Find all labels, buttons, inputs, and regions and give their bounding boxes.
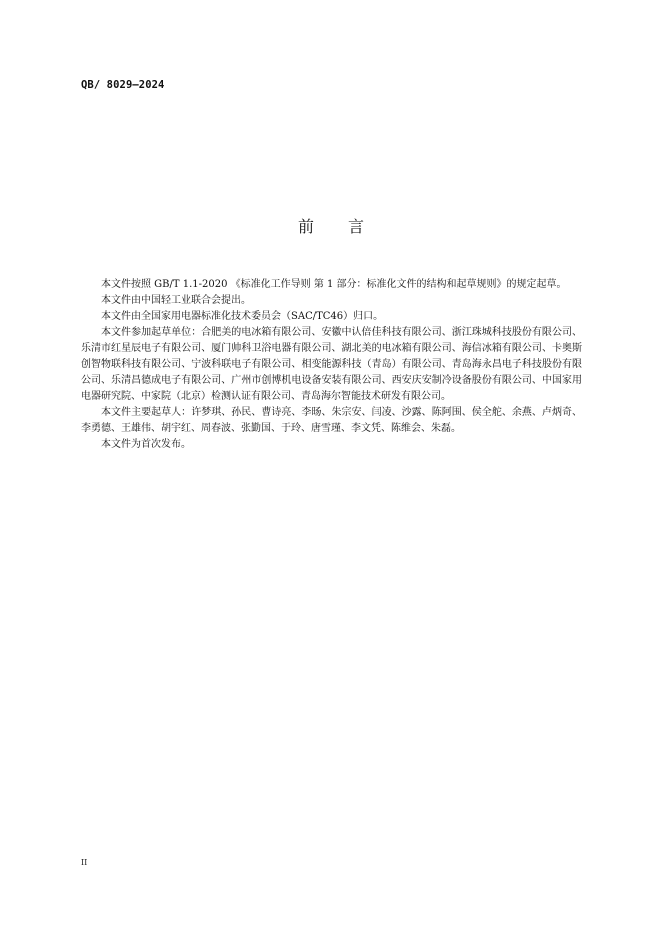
section-title bbox=[0, 214, 662, 237]
foreword-body bbox=[81, 277, 582, 453]
paragraph-centralized-by: 本文件由全国家用电器标准化技术委员会（SAC/TC46）归口。 bbox=[101, 311, 384, 322]
standard-code-header: QB/ 8029—2024 bbox=[81, 79, 165, 91]
paragraph-drafting-units: 本文件参加起草单位：合肥美的电冰箱有限公司、安徽中认倍佳科技有限公司、浙江珠城科技股份有限公司、乐清市红星辰电子有限公司、厦门帅科卫浴电器有限公司、湖北美的电冰箱有限公司、海信冰箱有限公司、卡奥斯创智物联科技有限公司、宁波科联电子有限公司、相变能源科技（青岛）有限公司、青岛海永昌电子科技股份有限公司、乐清昌德成电子有限公司、广州市创博机电设备安装有限公司、西安庆安制冷设备股份有限公司、中国家用电器研究院、中家院（北京）检测认证有限公司、青岛海尔智能技术研发有限公司。 bbox=[81, 327, 582, 402]
paragraph-main-drafters: 本文件主要起草人：许梦琪、孙民、曹诗亮、李旸、朱宗安、闫凌、沙露、陈阿围、侯全舵、余燕、卢炳奇、李勇德、王雄伟、胡宇红、周春波、张勤国、于玲、唐雪瑾、李文凭、陈维会、朱磊。 bbox=[81, 407, 582, 434]
title-char-1: 前 bbox=[297, 217, 314, 236]
paragraph-proposer: 本文件由中国轻工业联合会提出。 bbox=[101, 295, 251, 306]
page-number: II bbox=[81, 858, 88, 867]
paragraph-first-release: 本文件为首次发布。 bbox=[101, 439, 191, 450]
paragraph-drafting-basis: 本文件按照 GB/T 1.1-2020 《标准化工作导则 第 1 部分：标准化文件的结构和起草规则》的规定起草。 bbox=[101, 279, 567, 290]
title-char-2: 言 bbox=[348, 217, 365, 236]
